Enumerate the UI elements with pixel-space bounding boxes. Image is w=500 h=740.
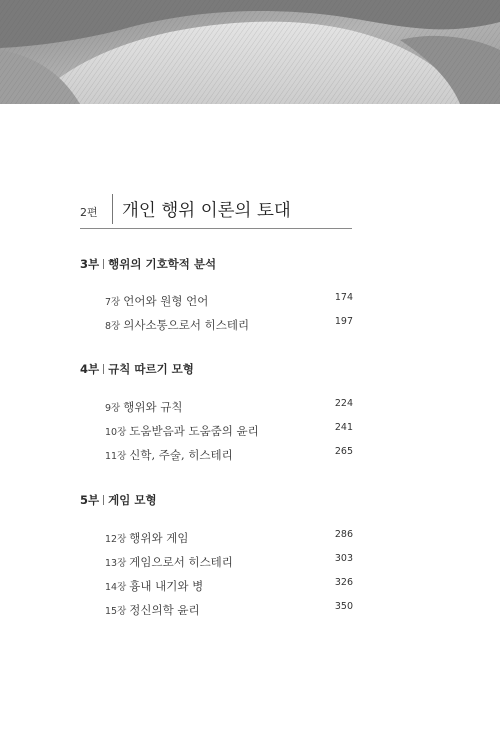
- chapter-page: 350: [334, 601, 353, 612]
- section-heading: [80, 256, 216, 272]
- section-heading: [80, 361, 194, 377]
- section-divider: [103, 259, 104, 269]
- chapter-number: 12장: [105, 534, 127, 545]
- section-title: 게임 모형: [108, 493, 157, 507]
- chapter-title: 게임으로서 히스테리: [129, 555, 233, 569]
- part-title: 개인 행위 이론의 토대: [122, 201, 291, 221]
- toc-entry[interactable]: [105, 527, 353, 543]
- chapter-page: 241: [334, 422, 353, 433]
- chapter-number: 8장: [105, 321, 121, 332]
- section-title: 규칙 따르기 모형: [108, 362, 194, 376]
- chapter-title: 행위와 게임: [129, 531, 189, 545]
- chapter-page: 224: [334, 398, 353, 409]
- section-divider: [103, 364, 104, 374]
- chapter-page: 303: [334, 553, 353, 564]
- part-heading: [80, 194, 352, 229]
- section-number: 5부: [80, 493, 100, 507]
- toc-entry[interactable]: [105, 599, 353, 615]
- chapter-number: 7장: [105, 297, 121, 308]
- chapter-title: 도움받음과 도움줌의 윤리: [129, 424, 259, 438]
- toc-entry[interactable]: [105, 444, 353, 460]
- header-artwork: [0, 0, 500, 104]
- chapter-number: 9장: [105, 403, 121, 414]
- chapter-page: 265: [334, 446, 353, 457]
- chapter-number: 13장: [105, 558, 127, 569]
- chapter-number: 15장: [105, 606, 127, 617]
- chapter-number: 14장: [105, 582, 127, 593]
- toc-entry[interactable]: [105, 396, 353, 412]
- part-number: 2편: [80, 206, 98, 219]
- chapter-title: 신학, 주술, 히스테리: [129, 448, 233, 462]
- part-divider: [112, 194, 113, 224]
- chapter-title: 흉내 내기와 병: [129, 579, 204, 593]
- chapter-number: 10장: [105, 427, 127, 438]
- chapter-title: 의사소통으로서 히스테리: [123, 318, 250, 332]
- section-title: 행위의 기호학적 분석: [108, 257, 217, 271]
- toc-entry[interactable]: [105, 551, 353, 567]
- chapter-title: 정신의학 윤리: [129, 603, 200, 617]
- toc-entry[interactable]: [105, 575, 353, 591]
- chapter-page: 174: [334, 292, 353, 303]
- section-number: 3부: [80, 257, 100, 271]
- toc-entry[interactable]: [105, 420, 353, 436]
- toc-entry[interactable]: [105, 314, 353, 330]
- chapter-page: 326: [334, 577, 353, 588]
- section-number: 4부: [80, 362, 100, 376]
- section-heading: [80, 492, 157, 508]
- chapter-page: 197: [334, 316, 353, 327]
- section-divider: [103, 495, 104, 505]
- chapter-number: 11장: [105, 451, 127, 462]
- chapter-title: 행위와 규칙: [123, 400, 183, 414]
- chapter-page: 286: [334, 529, 353, 540]
- toc-entry[interactable]: [105, 290, 353, 306]
- chapter-title: 언어와 원형 언어: [123, 294, 209, 308]
